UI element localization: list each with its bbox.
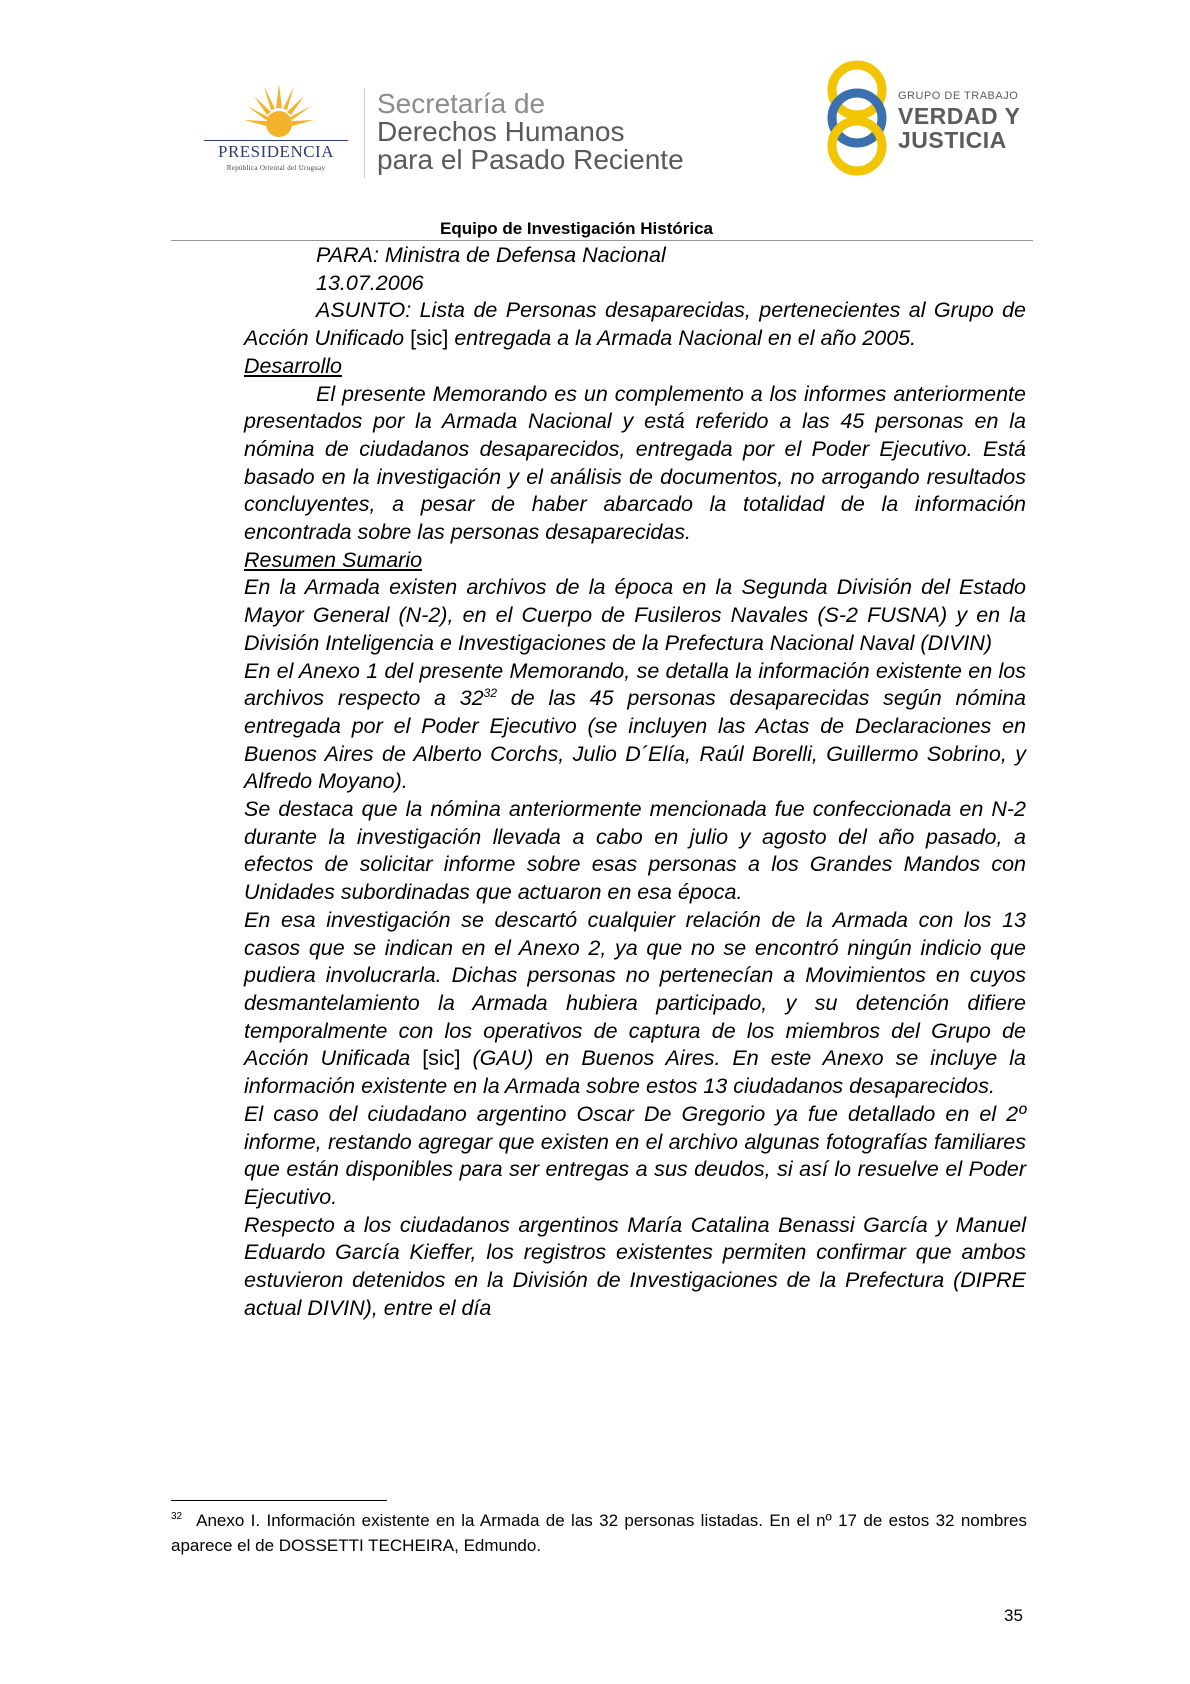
secretaria-line-2: Derechos Humanos [377, 116, 625, 147]
presidencia-logo [196, 78, 356, 188]
asunto-sic: [sic] [410, 326, 449, 351]
vj-line-2: JUSTICIA [898, 127, 1007, 153]
footnote-reference: 32 [483, 686, 498, 701]
memo-para: PARA: Ministra de Defensa Nacional [316, 243, 666, 267]
resumen-4-text-a: En esa investigación se descartó cualquier relación de la Armada con los 13 casos que se indican en el Anexo 2, ya que no se encontró ningún indicio que pudiera involucrarla. Dichas personas no pertenecían a Movimientos en cuyos desmantelamiento la Armada hubiera participado, y su detención difiere temporalmente con los operativos de captura de los miembros del Grupo de Acción Unificada [244, 907, 1026, 1071]
resumen-paragraph-2 [244, 658, 1026, 797]
page-number: 35 [1004, 1606, 1023, 1625]
presidencia-rule [204, 140, 348, 141]
resumen-4-sic: [sic] [422, 1046, 461, 1071]
memo-body [244, 242, 1026, 1322]
verdad-justicia-rings-icon [822, 56, 892, 181]
secretaria-title [377, 90, 684, 174]
header-divider [364, 88, 365, 178]
team-name: Equipo de Investigación Histórica [440, 219, 713, 238]
resumen-4-text-b: (GAU) en Buenos Aires. En este Anexo se incluye la información existente en la Armada sobre estos 13 ciudadanos desaparecidos. [244, 1046, 1026, 1099]
resumen-paragraph-6: Respecto a los ciudadanos argentinos María Catalina Benassi García y Manuel Eduardo García Kieffer, los registros existentes permiten confirmar que ambos estuvieron detenidos en la División de Investigaciones de la Prefectura (DIPRE actual DIVIN), entre el día [244, 1212, 1026, 1320]
desarrollo-paragraph: El presente Memorando es un complemento a los informes anteriormente presentados por la Armada Nacional y está referido a las 45 personas en la nómina de ciudadanos desaparecidos, entregada por el Poder Ejecutivo. Está basado en la investigación y el análisis de documentos, no arrogando resultados concluyentes, a pesar de haber abarcado la totalidad de la información encontrada sobre las personas desaparecidas. [244, 381, 1026, 545]
memo-asunto [244, 297, 1026, 352]
resumen-paragraph-5: El caso del ciudadano argentino Oscar De Gregorio ya fue detallado en el 2º informe, restando agregar que existen en el archivo algunas fotografías familiares que están disponibles para ser entregas a sus deudos, si así lo resuelve el Poder Ejecutivo. [244, 1101, 1026, 1209]
vj-line-1: VERDAD Y [898, 103, 1021, 129]
resumen-paragraph-3: Se destaca que la nómina anteriormente mencionada fue confeccionada en N-2 durante la investigación llevada a cabo en julio y agosto del año pasado, a efectos de solicitar informe sobre esas personas a los Grandes Mandos con Unidades subordinadas que actuaron en esa época. [244, 797, 1026, 905]
secretaria-line-1: Secretaría de [377, 88, 546, 119]
presidencia-name: PRESIDENCIA [217, 142, 334, 161]
resumen-2-text-b: de las 45 personas desaparecidas según nómina entregada por el Poder Ejecutivo (se incluyen las Actas de Declaraciones en Buenos Aires de Alberto Corchs, Julio D´Elía, Raúl Borelli, Guillermo Sobrino, y Alfredo Moyano). [244, 686, 1026, 794]
footnote-text: Anexo I. Información existente en la Armada de las 32 personas listadas. En el nº 17 de estos 32 nombres aparece el de DOSSETTI TECHEIRA, Edmundo. [171, 1511, 1027, 1555]
vj-small-label: GRUPO DE TRABAJO [898, 90, 1019, 102]
asunto-text-b: entregada a la Armada Nacional en el año 2005. [448, 326, 917, 351]
page-header [0, 0, 1190, 240]
memo-date: 13.07.2006 [316, 270, 424, 295]
secretaria-line-3: para el Pasado Reciente [377, 144, 684, 175]
resumen-heading: Resumen Sumario [244, 547, 423, 572]
presidencia-subtitle: República Oriental del Uruguay [226, 164, 326, 172]
asunto-text-a: ASUNTO: Lista de Personas desaparecidas, pertenecientes al Grupo de Acción Unificado [244, 298, 1026, 351]
desarrollo-heading: Desarrollo [244, 353, 342, 378]
resumen-2-text-a: En el Anexo 1 del presente Memorando, se detalla la información existente en los archivos respecto a 32 [244, 658, 1026, 711]
footnote-rule [171, 1500, 387, 1501]
footnote [171, 1508, 1027, 1558]
footnote-mark: 32 [171, 1511, 183, 1523]
header-rule [171, 240, 1033, 241]
resumen-paragraph-4 [244, 907, 1026, 1101]
verdad-justicia-logo [822, 56, 1032, 181]
resumen-paragraph-1: En la Armada existen archivos de la época en la Segunda División del Estado Mayor General (N-2), en el Cuerpo de Fusileros Navales (S-2 FUSNA) y en la División Inteligencia e Investigaciones de la Prefectura Nacional Naval (DIVIN) [244, 575, 1026, 655]
